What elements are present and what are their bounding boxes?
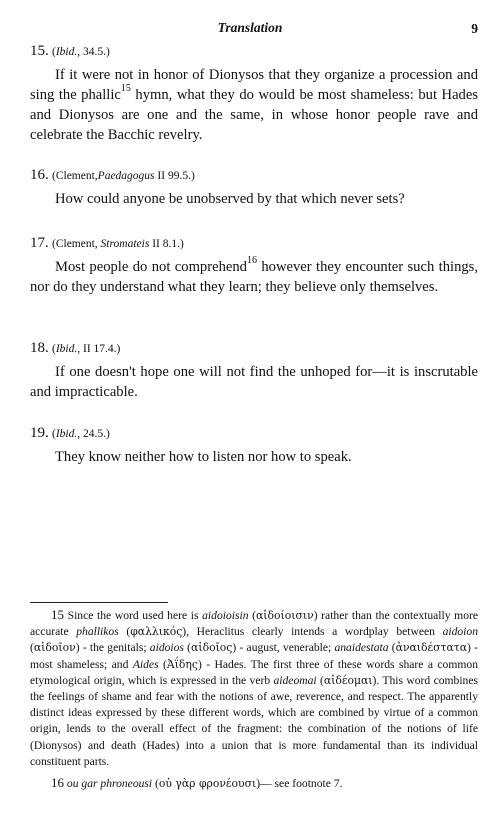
fragment-17 xyxy=(30,234,478,297)
fragment-source: (Clement, Stromateis II 8.1.) xyxy=(52,238,184,250)
footnote-16: 16 ou gar phroneousi (οὐ γὰρ φρονέουσι)— see footnote 7. xyxy=(51,775,343,791)
fragment-15 xyxy=(30,42,478,145)
footnote-number: 15 xyxy=(51,607,64,622)
footnotes xyxy=(30,607,478,792)
fragment-heading xyxy=(30,234,478,253)
source-title: Stromateis xyxy=(100,238,150,250)
footnote-15: 15 Since the word used here is aidoioisin (αἰδοίοισιν) rather than the contextually more accurate phallikos (φαλλικός), Heraclitus clearly intends a wordplay between aidoion (αἰδοῖον) - the genitals; aidoios (αἰδοῖος) - august, venerable; anaidestata (ἀναιδέστατα) - most shameless; and Aides (Ἀΐδης) - Hades. The first three of these words share a common etymological origin, which is expressed in the verb aideomai (αἰδέομαι). This word combines the feelings of shame and fear with the notions of awe, reverence, and respect. The apparently distinct ideas expressed by these different words, which are combined by virtue of a common origin, lends to the overall effect of the fragment: the combination of the notions of life (Dionysos) and death (Hades) into a union that is more fundamental than its individual constituent parts. xyxy=(30,607,479,768)
source-title: Paedagogus xyxy=(97,170,155,182)
fragment-number: 19. xyxy=(30,425,49,441)
source-title: Ibid. xyxy=(55,46,78,58)
footnote-ref-16[interactable]: 16 xyxy=(246,255,257,267)
fragment-text: How could anyone be unobserved by that which never sets? xyxy=(55,191,405,207)
footnote-divider xyxy=(30,602,168,603)
fragment-number: 17. xyxy=(30,235,49,251)
fragment-text: If one doesn't hope one will not find the unhoped for—it is inscrutable and impracticable. xyxy=(30,364,478,400)
fragment-source: (Ibid., 34.5.) xyxy=(52,46,110,58)
running-title: Translation xyxy=(217,20,283,35)
fragment-18 xyxy=(30,339,478,402)
footnote-number: 16 xyxy=(51,775,64,791)
fragment-text: If it were not in honor of Dionysos that they organize a procession and sing the phallic$^{15}$ hymn, what they do would be most shameless: but Hades and Dionysos are one and the same, in whose honor people rave and celebrate the Bacchic revelry. xyxy=(30,67,479,143)
fragment-heading xyxy=(30,42,478,61)
fragment-heading xyxy=(30,424,478,443)
source-title: Ibid. xyxy=(55,428,78,440)
fragment-number: 18. xyxy=(30,340,49,356)
fragment-text: They know neither how to listen nor how to speak. xyxy=(55,449,352,465)
fragment-source: (Clement,Paedagogus II 99.5.) xyxy=(52,170,195,182)
fragment-heading xyxy=(30,166,478,185)
fragment-number: 16. xyxy=(30,167,49,183)
fragment-heading xyxy=(30,339,478,358)
footnote-ref-15[interactable]: 15 xyxy=(120,83,131,95)
fragment-19 xyxy=(30,424,478,467)
fragment-text: Most people do not comprehend$^{16}$ however they encounter such things, nor do they understand what they learn; they believe only themselves. xyxy=(30,255,478,295)
fragment-number: 15. xyxy=(30,43,49,59)
page-number: 9 xyxy=(471,21,478,36)
fragment-source: (Ibid., II 17.4.) xyxy=(52,343,121,355)
fragment-source: (Ibid., 24.5.) xyxy=(52,428,110,440)
fragment-16 xyxy=(30,166,478,209)
running-header xyxy=(0,20,500,38)
source-title: Ibid. xyxy=(55,343,78,355)
